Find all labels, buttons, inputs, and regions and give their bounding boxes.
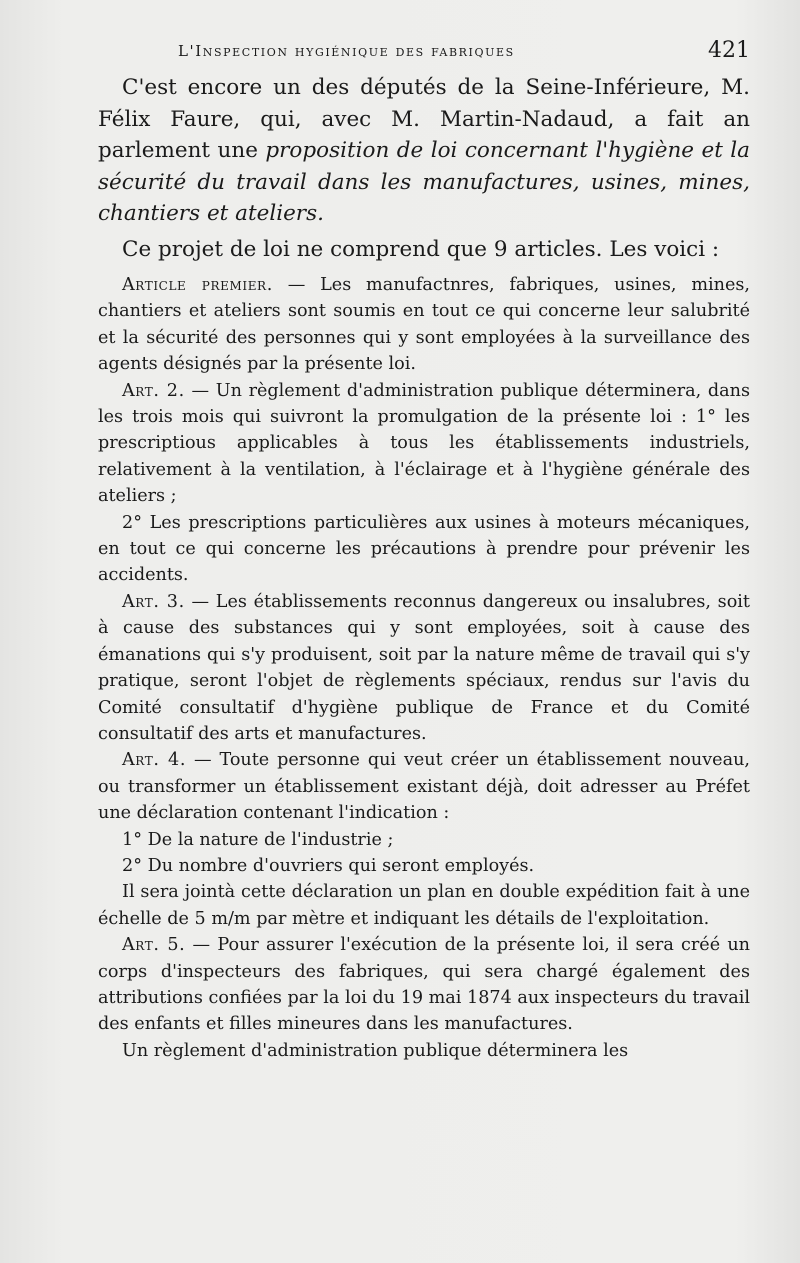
article-text: — Un règlement d'administration publique déterminera, dans les trois mois qui suivront la promulgation de la présente loi : 1° les prescriptious applicables à tous les établissements industriels, relativement à la ventilation, à l'éclairage et à l'hygiène générale des ateliers ; [98,380,750,507]
article-4-item-2: 2° Du nombre d'ouvriers qui seront employés. [122,855,535,876]
page-header [178,38,750,68]
article-1 [98,272,750,378]
article-4 [98,747,750,826]
article-2-continuation: 2° Les prescriptions particulières aux usines à moteurs mécaniques, en tout ce qui concerne les précautions à prendre pour prévenir les accidents. [98,512,750,586]
article-heading: Art. 3. [122,591,185,612]
article-4-item-1: 1° De la nature de l'industrie ; [122,829,394,850]
article-text: — Toute personne qui veut créer un établissement nouveau, ou transformer un établissement existant déjà, doit adresser au Préfet une déclaration contenant l'indication : [98,750,750,824]
article-heading: Art. 2. [122,380,185,401]
article-2 [98,378,750,510]
article-heading: Art. 4. [122,750,187,771]
article-heading: Art. 5. [122,935,186,956]
article-heading: Article premier. [122,275,273,295]
intro-paragraph [98,72,750,230]
article-text: — Pour assurer l'exécution de la présente loi, il sera créé un corps d'inspecteurs des fabriques, qui sera chargé également des attributions confiées par la loi du 19 mai 1874 aux inspecteurs du travail des enfants et filles mineures dans les manufactures. [98,935,750,1035]
page-body [98,72,750,1064]
article-5-last-line: Un règlement d'administration publique déterminera les [122,1040,629,1061]
article-text: — Les établissements reconnus dangereux ou insalubres, soit à cause des substances qui y sont employées, soit à cause des émanations qui s'y produisent, soit par la nature même de travail qui s'y pratique, seront l'objet de règlements spéciaux, rendus sur l'avis du Comité consultatif d'hygiène publique de France et du Comité consultatif des arts et manufactures. [98,591,750,744]
article-4-after: Il sera jointà cette déclaration un plan en double expédition fait à une échelle de 5 m/m par mètre et indiquant les détails de l'exploitation. [98,882,750,929]
page-number: 421 [708,38,750,63]
intro-text: C'est encore un des députés de la Seine-Inférieure, M. Félix Faure, qui, avec M. Martin-Nadaud, a fait an parlement une [98,75,750,163]
running-title: L'Inspection hygiénique des fabriques [178,42,515,60]
intro-italic-title: proposition de loi concernant l'hygiène et la sécurité du travail dans les manufactures, usines, mines, chantiers et ateliers. [98,138,750,226]
article-text: — Les manufactnres, fabriques, usines, mines, chantiers et ateliers sont soumis en tout ce qui concerne leur salubrité et la sécurité des personnes qui y sont employées à la surveillance des agents désignés par la présente loi. [98,275,750,375]
intro-summary: Ce projet de loi ne comprend que 9 articles. Les voici : [122,236,720,262]
article-3 [98,589,750,747]
article-5 [98,932,750,1038]
